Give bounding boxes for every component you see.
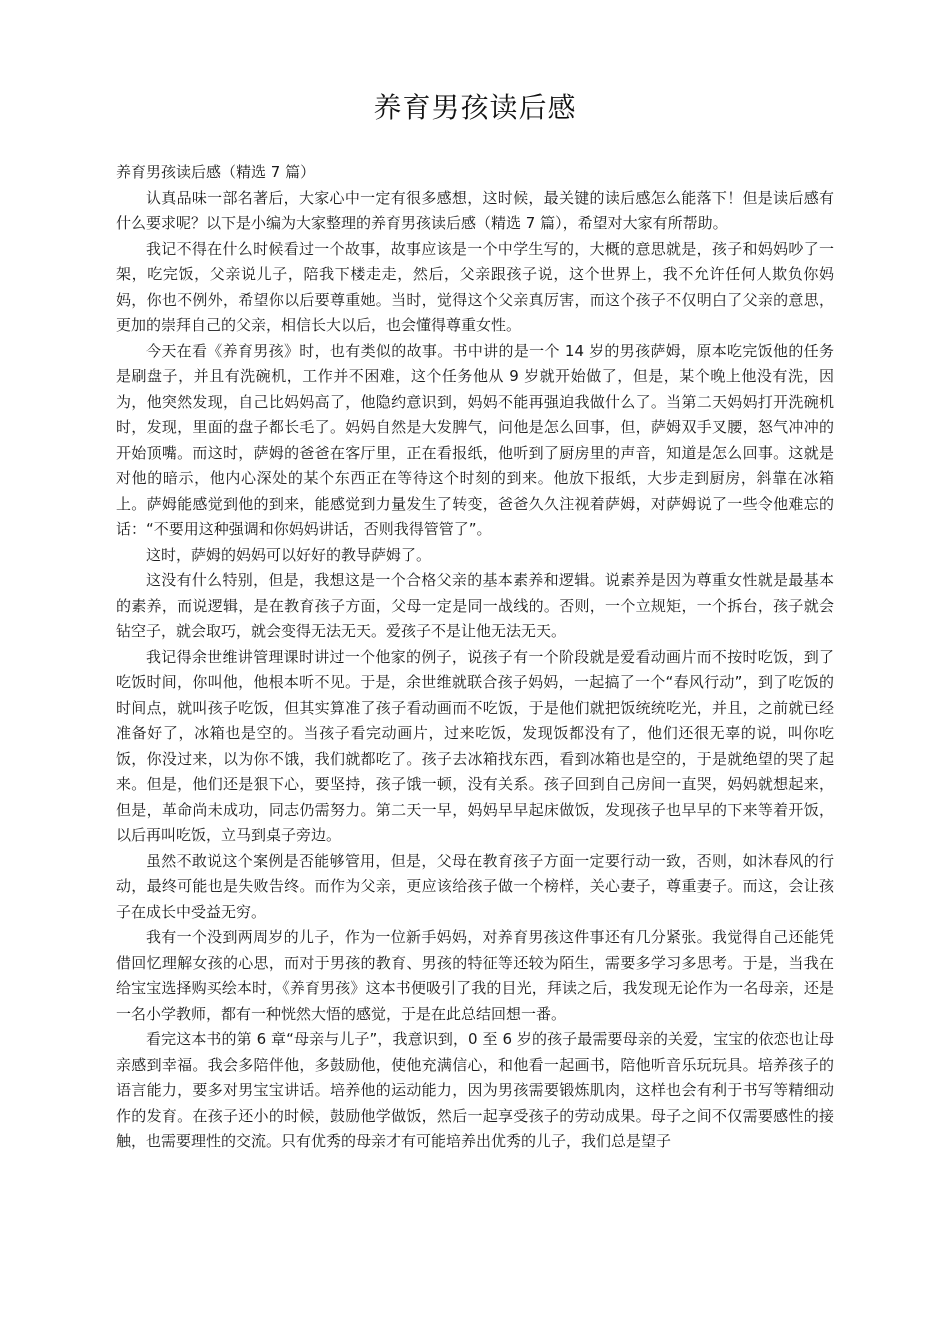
paragraph: 这没有什么特别，但是，我想这是一个合格父亲的基本素养和逻辑。说素养是因为尊重女性就是最基本的素养，而说逻辑，是在教育孩子方面，父母一定是同一战线的。否则，一个立规矩，一个拆台，孩子就会钻空子，就会取巧，就会变得无法无天。爱孩子不是让他无法无天。 — [116, 571, 834, 640]
paragraph: 今天在看《养育男孩》时，也有类似的故事。书中讲的是一个 14 岁的男孩萨姆，原本吃完饭他的任务是刷盘子，并且有洗碗机，工作并不困难，这个任务他从 9 岁就开始做了，但是，某个晚上他没有洗，因为，他突然发现，自己比妈妈高了，他隐约意识到，妈妈不能再强迫我做什么了。当第二天妈妈打开洗碗机时，发现，里面的盘子都长毛了。妈妈自然是大发脾气，问他是怎么回事，但，萨姆双手叉腰，怒气冲冲的开始顶嘴。而这时，萨姆的爸爸在客厅里，正在看报纸，他听到了厨房里的声音，知道是怎么回事。这就是对他的暗示，他内心深处的某个东西正在等待这个时刻的到来。他放下报纸，大步走到厨房，斜靠在冰箱上。萨姆能感觉到他的到来，能感觉到力量发生了转变，爸爸久久注视着萨姆，对萨姆说了一些令他难忘的话：“不要用这种强调和你妈妈讲话，否则我得管管了”。 — [116, 341, 834, 538]
document-subtitle: 养育男孩读后感（精选 7 篇） — [116, 163, 316, 181]
paragraph: 这时，萨姆的妈妈可以好好的教导萨姆了。 — [146, 545, 432, 564]
paragraph: 我记不得在什么时候看过一个故事，故事应该是一个中学生写的，大概的意思就是，孩子和妈妈吵了一架，吃完饭，父亲说儿子，陪我下楼走走，然后，父亲跟孩子说，这个世界上，我不允许任何人欺负你妈妈，你也不例外，希望你以后要尊重她。当时，觉得这个父亲真厉害，而这个孩子不仅明白了父亲的意思，更加的崇拜自己的父亲，相信长大以后，也会懂得尊重女性。 — [116, 239, 834, 334]
paragraph: 我有一个没到两周岁的儿子，作为一位新手妈妈，对养育男孩这件事还有几分紧张。我觉得自己还能凭借回忆理解女孩的心思，而对于男孩的教育、男孩的特征等还较为陌生，需要多学习多思考。于是，当我在给宝宝选择购买绘本时，《养育男孩》这本书便吸引了我的目光，拜读之后，我发现无论作为一名母亲，还是一名小学教师，都有一种恍然大悟的感觉，于是在此总结回想一番。 — [116, 928, 834, 1023]
document-body — [116, 160, 834, 1155]
paragraph: 认真品味一部名著后，大家心中一定有很多感想，这时候，最关键的读后感怎么能落下！但是读后感有什么要求呢？以下是小编为大家整理的养育男孩读后感（精选 7 篇），希望对大家有所帮助。 — [116, 188, 834, 232]
paragraph: 虽然不敢说这个案例是否能够管用，但是，父母在教育孩子方面一定要行动一致，否则，如沐春风的行动，最终可能也是失败告终。而作为父亲，更应该给孩子做一个榜样，关心妻子，尊重妻子。而这，会让孩子在成长中受益无穷。 — [116, 851, 834, 921]
paragraph: 看完这本书的第 6 章“母亲与儿子”，我意识到，0 至 6 岁的孩子最需要母亲的关爱，宝宝的依恋也让母亲感到幸福。我会多陪伴他，多鼓励他，使他充满信心，和他看一起画书，陪他听音乐玩玩具。培养孩子的语言能力，要多对男宝宝讲话。培养他的运动能力，因为男孩需要锻炼肌肉，这样也会有利于书写等精细动作的发育。在孩子还小的时候，鼓励他学做饭，然后一起享受孩子的劳动成果。母子之间不仅需要感性的接触，也需要理性的交流。只有优秀的母亲才有可能培养出优秀的儿子，我们总是望子 — [116, 1030, 834, 1150]
paragraph: 我记得余世维讲管理课时讲过一个他家的例子，说孩子有一个阶段就是爱看动画片而不按时吃饭，到了吃饭时间，你叫他，他根本听不见。于是，余世维就联合孩子妈妈，一起搞了一个“春风行动”，到了吃饭的时间点，就叫孩子吃饭，但其实算准了孩子看动画而不吃饭，于是他们就把饭统统吃光，并且，之前就已经准备好了，冰箱也是空的。当孩子看完动画片，过来吃饭，发现饭都没有了，他们还很无辜的说，叫你吃饭，你没过来，以为你不饿，我们就都吃了。孩子去冰箱找东西，看到冰箱也是空的，于是就绝望的哭了起来。但是，他们还是狠下心，要坚持，孩子饿一顿，没有关系。孩子回到自己房间一直哭，妈妈就想起来，但是，革命尚未成功，同志仍需努力。第二天一早，妈妈早早起床做饭，发现孩子也早早的下来等着开饭，以后再叫吃饭，立马到桌子旁边。 — [116, 647, 834, 844]
page-title: 养育男孩读后感 — [373, 91, 577, 124]
